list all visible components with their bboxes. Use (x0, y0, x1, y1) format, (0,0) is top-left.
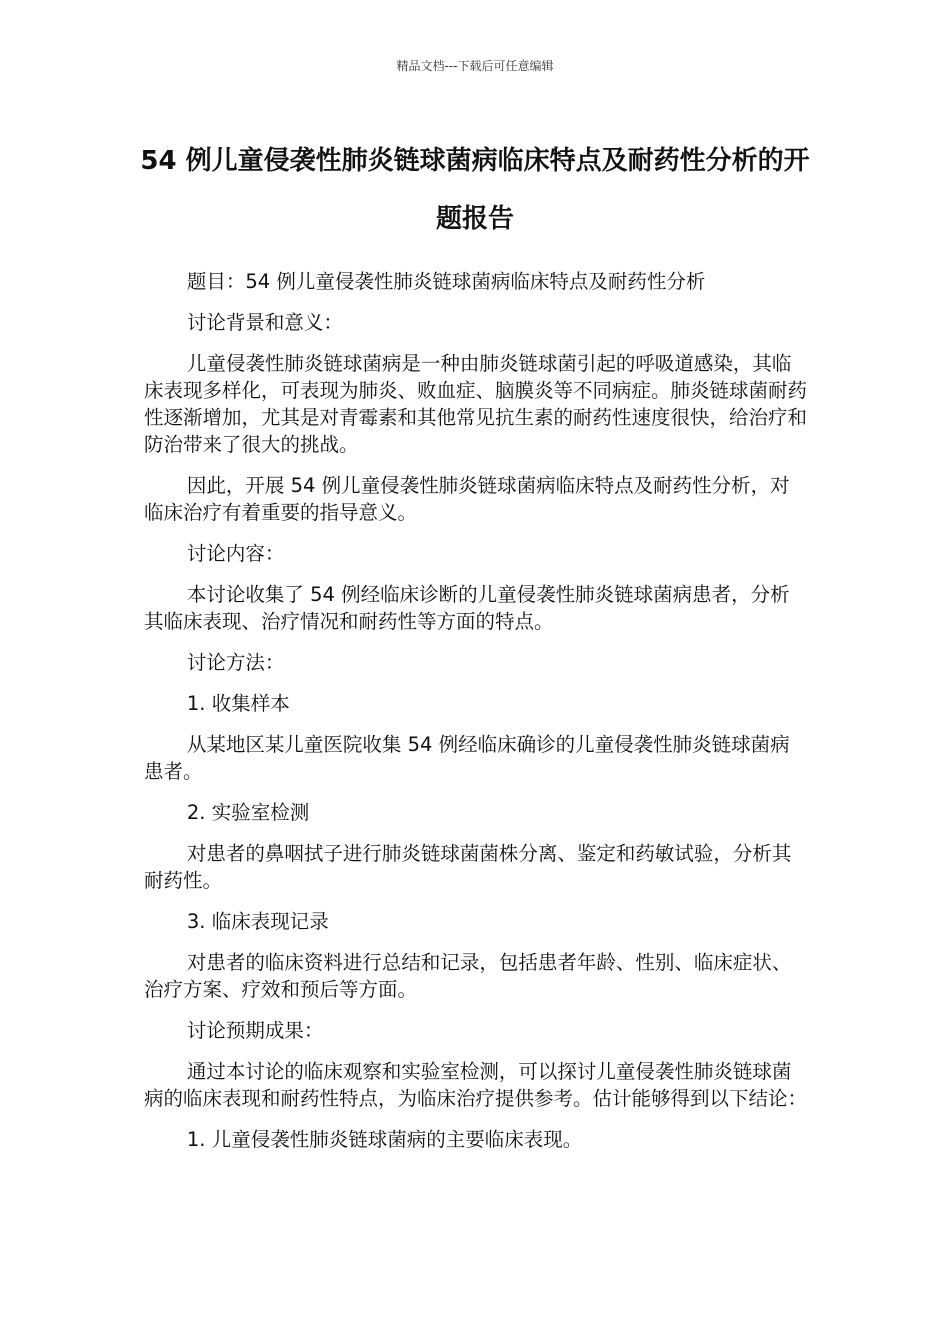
outcome-item-1: 1. 儿童侵袭性肺炎链球菌病的主要临床表现。 (186, 1128, 583, 1151)
document-body (144, 268, 808, 1167)
method-item-2-heading: 2. 实验室检测 (186, 801, 310, 824)
paragraph-content: 本讨论收集了 54 例经临床诊断的儿童侵袭性肺炎链球菌病患者，分析其临床表现、治疗情况和耐药性等方面的特点。 (144, 583, 790, 633)
method-item-2-text: 对患者的鼻咽拭子进行肺炎链球菌菌株分离、鉴定和药敏试验，分析其耐药性。 (144, 842, 792, 892)
section-heading-background: 讨论背景和意义： (186, 311, 343, 334)
method-item-1-heading: 1. 收集样本 (186, 692, 290, 715)
paragraph-topic: 题目：54 例儿童侵袭性肺炎链球菌病临床特点及耐药性分析 (186, 270, 706, 293)
section-heading-content: 讨论内容： (186, 542, 285, 565)
document-title: 54 例儿童侵袭性肺炎链球菌病临床特点及耐药性分析的开题报告 (140, 146, 810, 234)
paragraph-significance: 因此，开展 54 例儿童侵袭性肺炎链球菌病临床特点及耐药性分析，对临床治疗有着重要的指导意义。 (144, 474, 790, 524)
section-heading-methods: 讨论方法： (186, 651, 285, 674)
page-header-note: 精品文档---下载后可任意编辑 (396, 59, 554, 73)
paragraph-outcomes: 通过本讨论的临床观察和实验室检测，可以探讨儿童侵袭性肺炎链球菌病的临床表现和耐药性特点，为临床治疗提供参考。估计能够得到以下结论： (144, 1060, 808, 1110)
method-item-3-heading: 3. 临床表现记录 (186, 910, 329, 933)
section-heading-outcomes: 讨论预期成果： (186, 1019, 324, 1042)
method-item-1-text: 从某地区某儿童医院收集 54 例经临床确诊的儿童侵袭性肺炎链球菌病患者。 (144, 733, 790, 783)
paragraph-background: 儿童侵袭性肺炎链球菌病是一种由肺炎链球菌引起的呼吸道感染，其临床表现多样化，可表现为肺炎、败血症、脑膜炎等不同病症。肺炎链球菌耐药性逐渐增加，尤其是对青霉素和其他常见抗生素的耐药性速度很快，给治疗和防治带来了很大的挑战。 (144, 352, 808, 456)
method-item-3-text: 对患者的临床资料进行总结和记录，包括患者年龄、性别、临床症状、治疗方案、疗效和预后等方面。 (144, 951, 792, 1001)
